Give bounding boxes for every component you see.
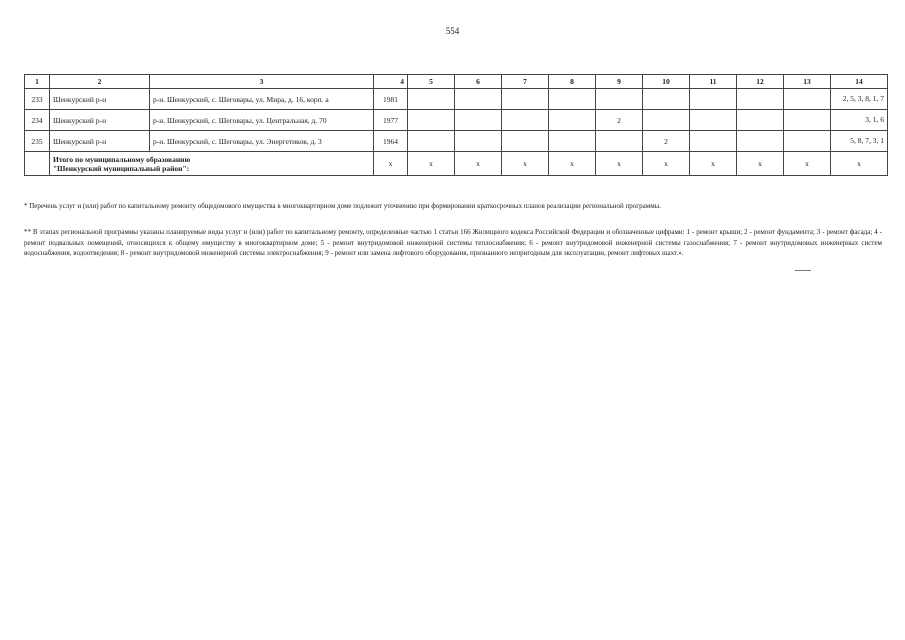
value-cell xyxy=(502,110,549,131)
total-value: x xyxy=(643,152,690,176)
value-cell xyxy=(690,131,737,152)
page-number: 554 xyxy=(445,26,460,36)
value-cell xyxy=(455,131,502,152)
district-cell: Шенкурский р-н xyxy=(50,89,150,110)
header-row xyxy=(25,75,888,89)
value-cell xyxy=(596,89,643,110)
value-cell xyxy=(502,89,549,110)
column-header: 6 xyxy=(455,75,502,89)
value-cell: 2 xyxy=(643,131,690,152)
column-header: 5 xyxy=(408,75,455,89)
value-cell xyxy=(643,89,690,110)
total-value: x xyxy=(596,152,643,176)
column-header: 1 xyxy=(25,75,50,89)
empty-cell xyxy=(25,152,50,176)
value-cell xyxy=(408,131,455,152)
work-types-cell: 2, 5, 3, 8, 1, 7 xyxy=(831,89,888,110)
footnote-work-codes: ** В этапах региональной программы указаны планируемые виды услуг и (или) работ по капитальному ремонту, определенные частью 1 статьи 166 Жилищного кодекса Российской Федерации и обозначенные цифрами: 1 - ремонт крыши; 2 - ремонт фундамента; 3 - ремонт фасада; 4 - ремонт подвальных помещений, относящихся к общему имуществу в многоквартирном доме; 5 - ремонт внутридомовой инженерной системы теплоснабжения; 6 - ремонт внутридомовой инженерной системы газоснабжения; 7 - ремонт внутридомовых инженерных систем водоснабжения, водоотведения; 8 - ремонт внутридомовой инженерной системы электроснабжения; 9 - ремонт или замена лифтового оборудования, признанного непригодным для эксплуатации, ремонт лифтовых шахт.». xyxy=(24,228,882,257)
value-cell xyxy=(549,89,596,110)
address-cell: р-н. Шенкурский, с. Шеговары, ул. Центральная, д. 70 xyxy=(150,110,374,131)
row-number: 235 xyxy=(25,131,50,152)
total-row xyxy=(25,152,888,176)
value-cell xyxy=(737,89,784,110)
column-header: 7 xyxy=(502,75,549,89)
value-cell xyxy=(549,131,596,152)
column-header: 11 xyxy=(690,75,737,89)
total-value: x xyxy=(784,152,831,176)
value-cell xyxy=(455,89,502,110)
column-header: 4 xyxy=(374,75,408,89)
total-label-line1: Итого по муниципальному образованию xyxy=(53,154,191,164)
year-cell: 1977 xyxy=(374,110,408,131)
column-header: 2 xyxy=(50,75,150,89)
value-cell xyxy=(784,131,831,152)
value-cell: 2 xyxy=(596,110,643,131)
capital-repair-table xyxy=(24,74,888,176)
total-value: x xyxy=(374,152,408,176)
row-number: 234 xyxy=(25,110,50,131)
address-cell: р-н. Шенкурский, с. Шеговары, ул. Мира, д. 16, корп. а xyxy=(150,89,374,110)
value-cell xyxy=(643,110,690,131)
column-header: 9 xyxy=(596,75,643,89)
column-header: 14 xyxy=(831,75,888,89)
district-cell: Шенкурский р-н xyxy=(50,131,150,152)
value-cell xyxy=(549,110,596,131)
district-cell: Шенкурский р-н xyxy=(50,110,150,131)
year-cell: 1964 xyxy=(374,131,408,152)
value-cell xyxy=(737,110,784,131)
value-cell xyxy=(690,89,737,110)
column-header: 13 xyxy=(784,75,831,89)
total-value: x xyxy=(549,152,596,176)
total-value: x xyxy=(408,152,455,176)
total-value: x xyxy=(502,152,549,176)
column-header: 8 xyxy=(549,75,596,89)
row-number: 233 xyxy=(25,89,50,110)
value-cell xyxy=(737,131,784,152)
total-label-line2: "Шенкурский муниципальный район": xyxy=(53,163,190,173)
end-divider xyxy=(795,270,811,271)
table-row xyxy=(25,110,888,131)
column-header: 12 xyxy=(737,75,784,89)
total-value: x xyxy=(831,152,888,176)
value-cell xyxy=(784,110,831,131)
work-types-cell: 3, 1, 6 xyxy=(831,110,888,131)
address-cell: р-н. Шенкурский, с. Шеговары, ул. Энергетиков, д. 3 xyxy=(150,131,374,152)
value-cell xyxy=(502,131,549,152)
work-types-cell: 5, 8, 7, 3, 1 xyxy=(831,131,888,152)
total-value: x xyxy=(455,152,502,176)
table-row xyxy=(25,131,888,152)
column-header: 10 xyxy=(643,75,690,89)
value-cell xyxy=(784,89,831,110)
footnote-work-list: * Перечень услуг и (или) работ по капитальному ремонту общедомового имущества в многоквартирном доме подлежит уточнению при формировании краткосрочных планов реализации региональной программы. xyxy=(24,202,662,210)
total-value: x xyxy=(690,152,737,176)
value-cell xyxy=(408,110,455,131)
column-header: 3 xyxy=(150,75,374,89)
value-cell xyxy=(408,89,455,110)
year-cell: 1981 xyxy=(374,89,408,110)
value-cell xyxy=(596,131,643,152)
total-value: x xyxy=(737,152,784,176)
table-row xyxy=(25,89,888,110)
value-cell xyxy=(690,110,737,131)
value-cell xyxy=(455,110,502,131)
total-label xyxy=(50,152,374,176)
